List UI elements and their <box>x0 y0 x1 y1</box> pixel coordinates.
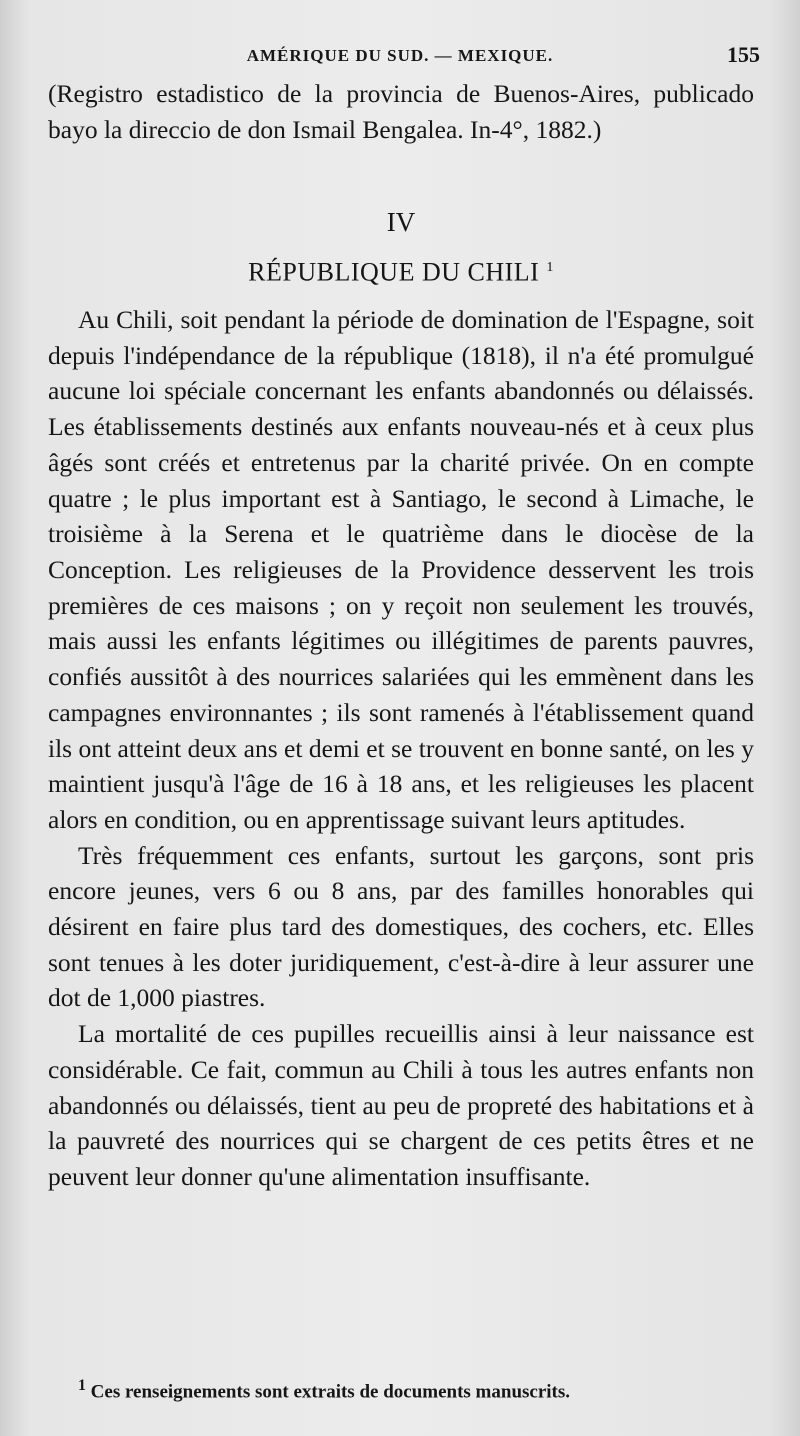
page-number: 155 <box>727 42 760 67</box>
footnote-text: Ces renseignements sont extraits de documents manuscrits. <box>90 1381 571 1403</box>
section-title: RÉPUBLIQUE DU CHILI <box>248 258 540 288</box>
body-text <box>48 76 754 1195</box>
running-head: AMÉRIQUE DU SUD. — MEXIQUE. <box>246 46 554 65</box>
reference-citation: (Registro estadistico de la provincia de Buenos-Aires, publicado bayo la direccio de don Ismail Bengalea. In-4°, 1882.) <box>48 79 754 144</box>
footnote <box>78 1374 768 1404</box>
section-number: IV <box>386 207 416 238</box>
footnote-marker: 1 <box>78 1377 86 1394</box>
footnote-reference: 1 <box>546 260 554 276</box>
section-title-block <box>48 253 754 288</box>
paragraph-3: La mortalité de ces pupilles recueillis ainsi à leur naissance est considérable. Ce fait, commun au Chili à tous les autres enfants non abandonnés ou délaissés, tient au peu de propreté des habitations et à la pauvreté des nourrices qui se chargent de ces petits êtres et ne peuvent leur donner qu'une alimentation insuffisante. <box>48 1019 754 1191</box>
page-header <box>0 38 800 78</box>
paragraph-1: Au Chili, soit pendant la période de domination de l'Espagne, soit depuis l'indépendance de la république (1818), il n'a été promulgué aucune loi spéciale concernant les enfants abandonnés ou délaissés. Les établissements destinés aux enfants nouveau-nés et à ceux plus âgés sont créés et entretenus par la charité privée. On en compte quatre ; le plus important est à Santiago, le second à Limache, le troisième à la Serena et le quatrième dans le diocèse de la Conception. Les religieuses de la Providence desservent les trois premières de ces maisons ; on y reçoit non seulement les trouvés, mais aussi les enfants légitimes ou illégitimes de parents pauvres, confiés aussitôt à des nourrices salariées qui les emmènent dans les campagnes environnantes ; ils sont ramenés à l'établissement quand ils ont atteint deux ans et demi et se trouvent en bonne santé, on les y maintient jusqu'à l'âge de 16 à 18 ans, et les religieuses les placent alors en condition, ou en apprentissage suivant leurs aptitudes. <box>48 305 754 834</box>
paragraph-2: Très fréquemment ces enfants, surtout les garçons, sont pris encore jeunes, vers 6 ou 8 ans, par des familles honorables qui désirent en faire plus tard des domestiques, des cochers, etc. Elles sont tenues à les doter juridiquement, c'est-à-dire à leur assurer une dot de 1,000 piastres. <box>48 840 754 1013</box>
